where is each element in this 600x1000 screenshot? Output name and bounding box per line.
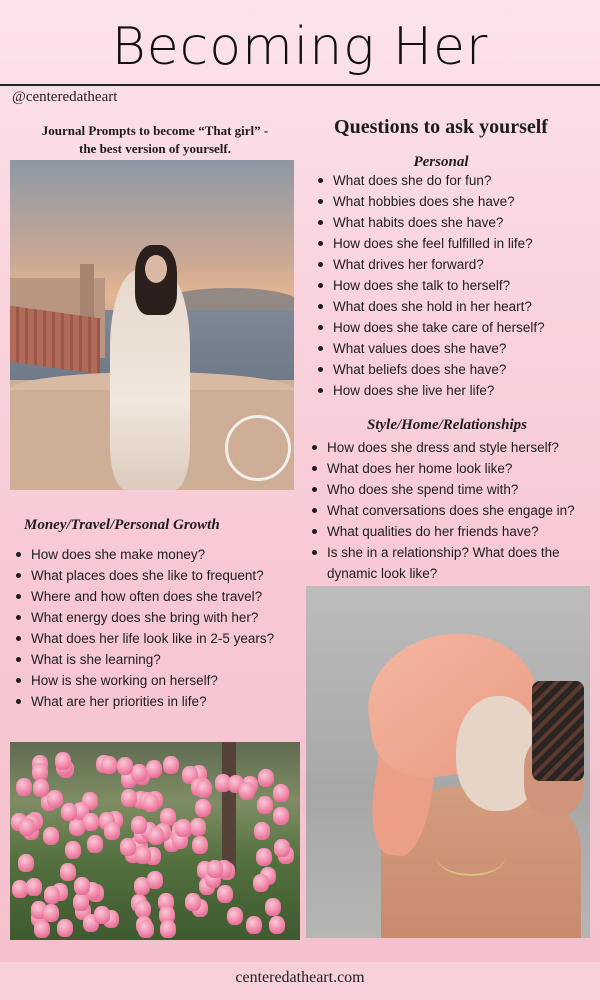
list-item: What does her life look like in 2-5 years? — [12, 628, 302, 649]
tulip-decoration — [26, 878, 42, 896]
tulip-decoration — [131, 816, 147, 834]
list-item: What does she do for fun? — [314, 170, 596, 191]
questions-heading: Questions to ask yourself — [334, 116, 548, 138]
tulip-decoration — [104, 822, 120, 840]
title-divider — [0, 84, 600, 86]
list-item: What are her priorities in life? — [12, 691, 302, 712]
tulip-decoration — [239, 782, 255, 800]
list-item: Who does she spend time with? — [308, 479, 598, 500]
list-item: What values does she have? — [314, 338, 596, 359]
tulip-decoration — [60, 863, 76, 881]
tulip-decoration — [138, 920, 154, 938]
tulip-decoration — [196, 780, 212, 798]
tulip-decoration — [65, 841, 81, 859]
tulip-decoration — [246, 916, 262, 934]
towel-selfie-photo — [306, 586, 590, 938]
section-title-personal: Personal — [413, 154, 469, 170]
list-item: How does she feel fulfilled in life? — [314, 233, 596, 254]
tulip-decoration — [117, 757, 133, 775]
list-item: How does she talk to herself? — [314, 275, 596, 296]
tulip-decoration — [121, 789, 137, 807]
tulip-decoration — [227, 907, 243, 925]
social-handle: @centeredatheart — [12, 89, 118, 105]
tulip-decoration — [265, 898, 281, 916]
tulip-decoration — [131, 764, 147, 782]
list-item: What conversations does she engage in? — [308, 500, 598, 521]
list-item: Where and how often does she travel? — [12, 586, 302, 607]
tulip-decoration — [55, 752, 71, 770]
tulip-decoration — [163, 756, 179, 774]
tulip-decoration — [258, 769, 274, 787]
tulip-decoration — [175, 819, 191, 837]
tulip-decoration — [57, 919, 73, 937]
tulip-decoration — [16, 778, 32, 796]
tulip-decoration — [273, 807, 289, 825]
section-title-money: Money/Travel/Personal Growth — [24, 517, 220, 533]
tulip-field-photo — [10, 742, 300, 940]
list-item: What does her home look like? — [308, 458, 598, 479]
list-item: How does she take care of herself? — [314, 317, 596, 338]
money-list — [12, 544, 302, 712]
list-item: What drives her forward? — [314, 254, 596, 275]
tulip-decoration — [273, 784, 289, 802]
list-item: What habits does she have? — [314, 212, 596, 233]
tulip-decoration — [18, 854, 34, 872]
tulip-decoration — [19, 818, 35, 836]
tulip-decoration — [120, 838, 136, 856]
tulip-decoration — [256, 848, 272, 866]
tulip-decoration — [207, 860, 223, 878]
list-item: Is she in a relationship? What does the dynamic look like? — [308, 542, 598, 584]
tulip-decoration — [257, 796, 273, 814]
list-item: What hobbies does she have? — [314, 191, 596, 212]
tulip-decoration — [160, 920, 176, 938]
tulip-decoration — [192, 836, 208, 854]
tulip-decoration — [74, 877, 90, 895]
tulip-decoration — [143, 794, 159, 812]
tulip-decoration — [274, 839, 290, 857]
page-title: Becoming Her — [111, 17, 489, 77]
tulip-decoration — [101, 756, 117, 774]
list-item: What does she hold in her heart? — [314, 296, 596, 317]
tulip-decoration — [87, 835, 103, 853]
tulip-decoration — [190, 818, 206, 836]
tulip-decoration — [146, 760, 162, 778]
tulip-decoration — [195, 799, 211, 817]
list-item: What is she learning? — [12, 649, 302, 670]
list-item: How does she make money? — [12, 544, 302, 565]
tulip-decoration — [47, 790, 63, 808]
tulip-decoration — [94, 906, 110, 924]
tulip-decoration — [43, 904, 59, 922]
tulip-decoration — [43, 827, 59, 845]
list-item: How is she working on herself? — [12, 670, 302, 691]
tulip-decoration — [254, 822, 270, 840]
tulip-decoration — [253, 874, 269, 892]
list-item: What qualities do her friends have? — [308, 521, 598, 542]
list-item: How does she dress and style herself? — [308, 437, 598, 458]
tulip-decoration — [34, 920, 50, 938]
personal-list — [314, 170, 596, 401]
tulip-decoration — [135, 846, 151, 864]
tulip-decoration — [148, 827, 164, 845]
tulip-decoration — [269, 916, 285, 934]
tulip-decoration — [73, 893, 89, 911]
tulip-decoration — [83, 813, 99, 831]
style-list — [308, 437, 598, 584]
intro-text — [14, 122, 296, 158]
intro-line-1: Journal Prompts to become “That girl” - — [41, 123, 269, 138]
tulip-decoration — [61, 803, 77, 821]
footer-website: centeredatheart.com — [235, 969, 365, 986]
tulip-decoration — [147, 871, 163, 889]
list-item: What energy does she bring with her? — [12, 607, 302, 628]
section-title-style: Style/Home/Relationships — [366, 417, 527, 433]
tulip-decoration — [44, 886, 60, 904]
tulip-decoration — [217, 885, 233, 903]
intro-line-2: the best version of yourself. — [78, 141, 231, 156]
tulip-decoration — [185, 893, 201, 911]
tulip-decoration — [33, 779, 49, 797]
list-item: How does she live her life? — [314, 380, 596, 401]
list-item: What places does she like to frequent? — [12, 565, 302, 586]
sunset-balcony-photo — [10, 160, 294, 490]
list-item: What beliefs does she have? — [314, 359, 596, 380]
